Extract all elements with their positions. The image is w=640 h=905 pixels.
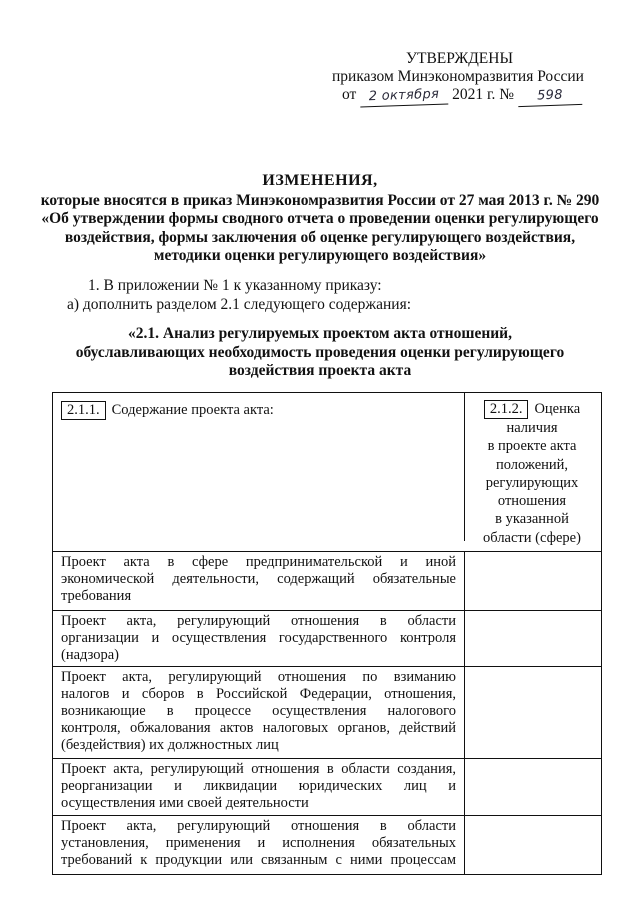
code-box: 2.1.1. [61, 401, 106, 420]
row-description [53, 611, 465, 666]
year-suffix: 2021 г. № [452, 86, 515, 103]
header-cell-content [53, 393, 465, 541]
row-line: требования [61, 588, 132, 605]
row-line: Проект акта в сфере предпринимательской и иной [61, 554, 456, 571]
document-title [40, 172, 600, 266]
row-line: Проект акта, регулирующий отношения по взиманию [61, 669, 456, 686]
row-assessment-cell [465, 552, 599, 610]
row-line: налогов и сборов в Российской Федерации, отношения, [61, 686, 456, 703]
title-line: которые вносятся в приказ Минэкономразвития России от 27 мая 2013 г. № 290 [40, 191, 600, 209]
header-line: отношения [497, 493, 567, 510]
table-row [53, 610, 601, 666]
section-line: «2.1. Анализ регулируемых проектом акта отношений, [128, 325, 512, 342]
header-line: области (сфере) [483, 529, 581, 546]
header-line: в проекте акта [487, 438, 577, 455]
approval-by: приказом Минэкономразвития России [332, 68, 584, 85]
row-line: (бездействия) их должностных лиц [61, 737, 279, 754]
row-description [53, 667, 465, 758]
approval-date-line [330, 86, 590, 106]
row-line: требований к продукции или связанным с ними процессам [61, 852, 456, 869]
title-line: методики оценки регулирующего воздействия» [153, 247, 487, 264]
table-row [53, 666, 601, 758]
paragraph-2: а) дополнить разделом 2.1 следующего содержания: [67, 296, 412, 313]
header-line: в указанной [495, 511, 569, 528]
date-prefix: от [342, 86, 357, 103]
row-line: (надзора) [61, 647, 119, 664]
section-line: воздействия проекта акта [228, 362, 412, 379]
approval-title: УТВЕРЖДЕНЫ [406, 50, 513, 67]
table-row [53, 815, 601, 874]
handwritten-date: 2 октября [360, 85, 449, 107]
row-description [53, 759, 465, 815]
header-line: регулирующих [485, 474, 579, 491]
row-line: Проект акта, регулирующий отношения в области [61, 613, 456, 630]
row-line: контроля, обжалования актов налоговых органов, действий [61, 720, 456, 737]
row-line: возникающие в процессе осуществления налогового [61, 703, 456, 720]
row-description [53, 816, 465, 874]
row-assessment-cell [465, 816, 599, 874]
header-cell-assessment [465, 393, 599, 551]
approval-block [330, 50, 590, 106]
title-line: воздействия, формы заключения об оценке регулирующего воздействия, [64, 228, 576, 246]
row-line: осуществления ими своей деятельности [61, 795, 309, 812]
row-line: экономической деятельности, содержащий обязательные [61, 571, 456, 588]
row-description [53, 552, 465, 610]
row-assessment-cell [465, 759, 599, 815]
row-line: Проект акта, регулирующий отношения в области [61, 818, 456, 835]
row-assessment-cell [465, 611, 599, 666]
row-line: Проект акта, регулирующий отношения в области создания, [61, 761, 456, 778]
table-row [53, 551, 601, 610]
handwritten-number: 598 [518, 86, 583, 107]
header-line: наличия [506, 420, 558, 436]
row-line: установления, применения и исполнения обязательных [61, 835, 456, 852]
header-line: Оценка [534, 401, 581, 417]
header-line: положений, [495, 456, 569, 473]
title-line: ИЗМЕНЕНИЯ, [262, 172, 378, 189]
table-row [53, 758, 601, 815]
row-line: организации и осуществления государственного контроля [61, 630, 456, 647]
section-heading [40, 325, 600, 381]
row-line: реорганизации и ликвидации юридических лиц и [61, 778, 456, 795]
analysis-table [52, 392, 602, 875]
title-line: «Об утверждении формы сводного отчета о проведении оценки регулирующего [41, 210, 599, 227]
header-label: Содержание проекта акта: [111, 402, 274, 418]
row-assessment-cell [465, 667, 599, 758]
code-box: 2.1.2. [484, 400, 529, 419]
section-line: обуславливающих необходимость проведения оценки регулирующего [75, 343, 565, 361]
paragraph-1: 1. В приложении № 1 к указанному приказу: [88, 277, 382, 294]
table-header-row [53, 393, 601, 551]
